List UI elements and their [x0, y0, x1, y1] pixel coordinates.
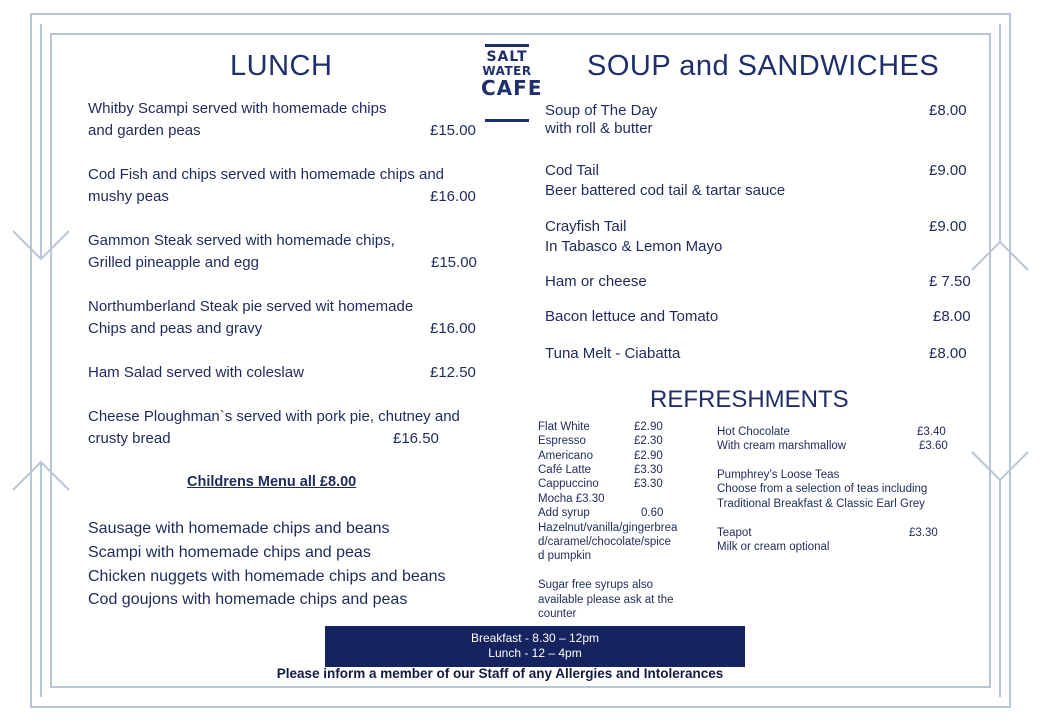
childrens-item-2: Scampi with homemade chips and peas — [88, 544, 371, 561]
logo-bar-bottom — [485, 119, 529, 122]
coffee-item-3-name: Americano — [538, 450, 593, 462]
sandwich-item-4-name: Ham or cheese — [545, 273, 647, 290]
teapot-name: Teapot — [717, 527, 752, 539]
teas-line-2: Choose from a selection of teas including — [717, 483, 928, 495]
sandwich-item-4-price: £ 7.50 — [929, 273, 971, 290]
sandwich-item-3-name: Crayfish Tail — [545, 218, 627, 235]
lunch-item-1-price: £15.00 — [430, 122, 476, 139]
sandwich-item-2-price: £9.00 — [929, 162, 967, 179]
lunch-item-5-price: £12.50 — [430, 364, 476, 381]
opening-hours-banner — [325, 626, 745, 667]
sandwich-item-6-name: Tuna Melt - Ciabatta — [545, 345, 681, 362]
soup-sandwiches-heading: SOUP and SANDWICHES — [587, 50, 940, 82]
lunch-item-1-line-1: Whitby Scampi served with homemade chips — [88, 100, 387, 117]
sandwich-item-2-name: Cod Tail — [545, 162, 599, 179]
coffee-item-2-name: Espresso — [538, 435, 586, 447]
logo-line-1: SALT — [486, 49, 528, 65]
teas-line-3: Traditional Breakfast & Classic Earl Grey — [717, 498, 925, 510]
lunch-item-6-price: £16.50 — [393, 430, 439, 447]
lunch-item-3-line-2: Grilled pineapple and egg — [88, 254, 259, 271]
logo-bar-top — [485, 44, 529, 47]
childrens-item-4: Cod goujons with homemade chips and peas — [88, 591, 408, 608]
lunch-item-4-line-1: Northumberland Steak pie served wit homemade — [88, 298, 414, 315]
lunch-item-2-line-2: mushy peas — [88, 188, 169, 205]
coffee-item-1-name: Flat White — [538, 421, 590, 433]
sugar-free-line-3: counter — [538, 608, 577, 620]
cream-marshmallow-name: With cream marshmallow — [717, 440, 847, 452]
breakfast-hours: Breakfast - 8.30 – 12pm — [470, 631, 600, 645]
sandwich-item-2-desc: Beer battered cod tail & tartar sauce — [545, 182, 786, 199]
cream-marshmallow-price: £3.60 — [919, 440, 948, 452]
coffee-item-5-price: £3.30 — [634, 478, 663, 490]
arrow-up-right-icon — [972, 24, 1028, 270]
lunch-item-1-line-2: and garden peas — [88, 122, 201, 139]
sandwich-item-6-price: £8.00 — [929, 345, 967, 362]
lunch-item-4-price: £16.00 — [430, 320, 476, 337]
teapot-price: £3.30 — [909, 527, 938, 539]
sandwich-item-5-price: £8.00 — [933, 308, 971, 325]
coffee-item-4-price: £3.30 — [634, 464, 663, 476]
lunch-hours: Lunch - 12 – 4pm — [488, 646, 582, 660]
childrens-item-3: Chicken nuggets with homemade chips and beans — [88, 568, 446, 585]
coffee-item-6-name: Mocha £3.30 — [538, 493, 605, 505]
sugar-free-line-2: available please ask at the — [538, 594, 674, 606]
lunch-item-2-line-1: Cod Fish and chips served with homemade chips and — [88, 166, 445, 183]
teas-line-1: Pumphrey’s Loose Teas — [717, 469, 840, 481]
lunch-item-6-line-2: crusty bread — [88, 430, 171, 447]
sugar-free-line-1: Sugar free syrups also — [538, 579, 654, 591]
hot-chocolate-name: Hot Chocolate — [717, 426, 790, 438]
lunch-heading: LUNCH — [230, 50, 333, 82]
sandwich-item-1-price: £8.00 — [929, 102, 967, 119]
sandwich-item-5-name: Bacon lettuce and Tomato — [545, 308, 719, 325]
sandwich-item-1-desc: with roll & butter — [545, 120, 653, 137]
lunch-item-3-line-1: Gammon Steak served with homemade chips, — [88, 232, 395, 249]
sandwich-item-1-name: Soup of The Day — [545, 102, 658, 119]
syrups-line-1: Hazelnut/vanilla/gingerbrea — [538, 522, 678, 534]
coffee-item-3-price: £2.90 — [634, 450, 663, 462]
cafe-logo — [481, 44, 543, 100]
hot-chocolate-price: £3.40 — [917, 426, 946, 438]
sandwich-item-3-desc: In Tabasco & Lemon Mayo — [545, 238, 723, 255]
teapot-note: Milk or cream optional — [717, 541, 830, 553]
coffee-item-4-name: Café Latte — [538, 464, 592, 476]
arrow-up-left-icon — [13, 462, 69, 697]
syrups-line-2: d/caramel/chocolate/spice — [538, 536, 671, 548]
lunch-item-3-price: £15.00 — [431, 254, 477, 271]
arrow-down-left-icon — [13, 24, 69, 259]
lunch-item-2-price: £16.00 — [430, 188, 476, 205]
childrens-item-1: Sausage with homemade chips and beans — [88, 520, 390, 537]
coffee-item-5-name: Cappuccino — [538, 478, 599, 490]
arrow-down-right-icon — [972, 452, 1028, 697]
coffee-item-7-name: Add syrup — [538, 507, 590, 519]
coffee-item-7-price: 0.60 — [641, 507, 664, 519]
refreshments-heading: REFRESHMENTS — [650, 386, 849, 413]
lunch-item-5-line-1: Ham Salad served with coleslaw — [88, 364, 304, 381]
logo-line-2: WATER — [482, 64, 532, 78]
lunch-item-6-line-1: Cheese Ploughman`s served with pork pie, chutney and — [88, 408, 460, 425]
allergy-notice: Please inform a member of our Staff of any Allergies and Intolerances — [276, 666, 724, 681]
coffee-item-2-price: £2.30 — [634, 435, 663, 447]
logo-line-3: CAFE — [481, 76, 543, 100]
childrens-menu-title: Childrens Menu all £8.00 — [187, 474, 357, 490]
syrups-line-3: d pumpkin — [538, 550, 592, 562]
coffee-item-1-price: £2.90 — [634, 421, 663, 433]
lunch-item-4-line-2: Chips and peas and gravy — [88, 320, 263, 337]
sandwich-item-3-price: £9.00 — [929, 218, 967, 235]
